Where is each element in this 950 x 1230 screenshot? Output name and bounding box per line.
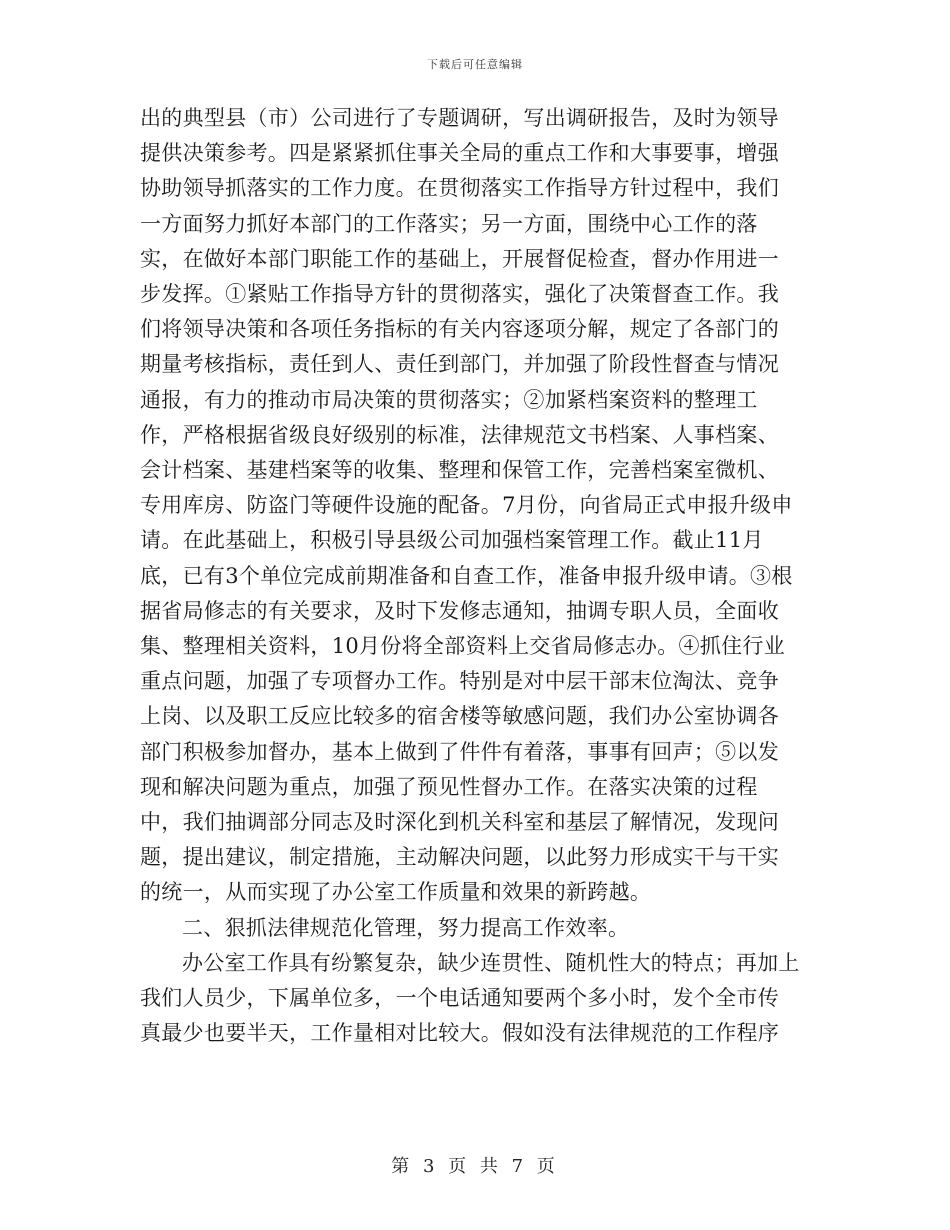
page-header: 下载后可任意编辑 bbox=[427, 58, 523, 71]
paragraph-continued: 出的典型县（市）公司进行了专题调研，写出调研报告，及时为领导提供决策参考。四是紧紧抓住事关全局的重点工作和大事要事，增强协助领导抓落实的工作力度。在贯彻落实工作指导方针过程中，我们一方面努力抓好本部门的工作落实；另一方面，围绕中心工作的落实，在做好本部门职能工作的基础上，开展督促检查，督办作用进一步发挥。①紧贴工作指导方针的贯彻落实，强化了决策督查工作。我们将领导决策和各项任务指标的有关内容逐项分解，规定了各部门的期量考核指标，责任到人、责任到部门，并加强了阶段性督查与情况通报，有力的推动市局决策的贯彻落实；②加紧档案资料的整理工作，严格根据省级良好级别的标准，法律规范文书档案、人事档案、会计档案、基建档案等的收集、整理和保管工作，完善档案室微机、专用库房、防盗门等硬件设施的配备。7月份，向省局正式申报升级申请。在此基础上，积极引导县级公司加强档案管理工作。截止11月底，已有3个单位完成前期准备和自查工作，准备申报升级申请。③根据省局修志的有关要求，及时下发修志通知，抽调专职人员，全面收集、整理相关资料，10月份将全部资料上交省局修志办。④抓住行业重点问题，加强了专项督办工作。特别是对中层干部末位淘汰、竞争上岗、以及职工反应比较多的宿舍楼等敏感问题，我们办公室协调各部门积极参加督办，基本上做到了件件有着落，事事有回声；⑤以发现和解决问题为重点，加强了预见性督办工作。在落实决策的过程中，我们抽调部分同志及时深化到机关科室和基层了解情况，发现问题，提出建议，制定措施，主动解决问题，以此努力形成实干与干实的统一，从而实现了办公室工作质量和效果的新跨越。 bbox=[140, 106, 793, 905]
section-heading: 二、狠抓法律规范化管理，努力提高工作效率。 bbox=[182, 915, 630, 940]
document-body bbox=[140, 101, 800, 1051]
page-number: 第 3 页 共 7 页 bbox=[391, 1156, 559, 1177]
paragraph: 办公室工作具有纷繁复杂，缺少连贯性、随机性大的特点；再加上我们人员少，下属单位多，一个电话通知要两个多小时，发个全市传真最少也要半天，工作量相对比较大。假如没有法律规范的工作程序 bbox=[140, 950, 800, 1046]
